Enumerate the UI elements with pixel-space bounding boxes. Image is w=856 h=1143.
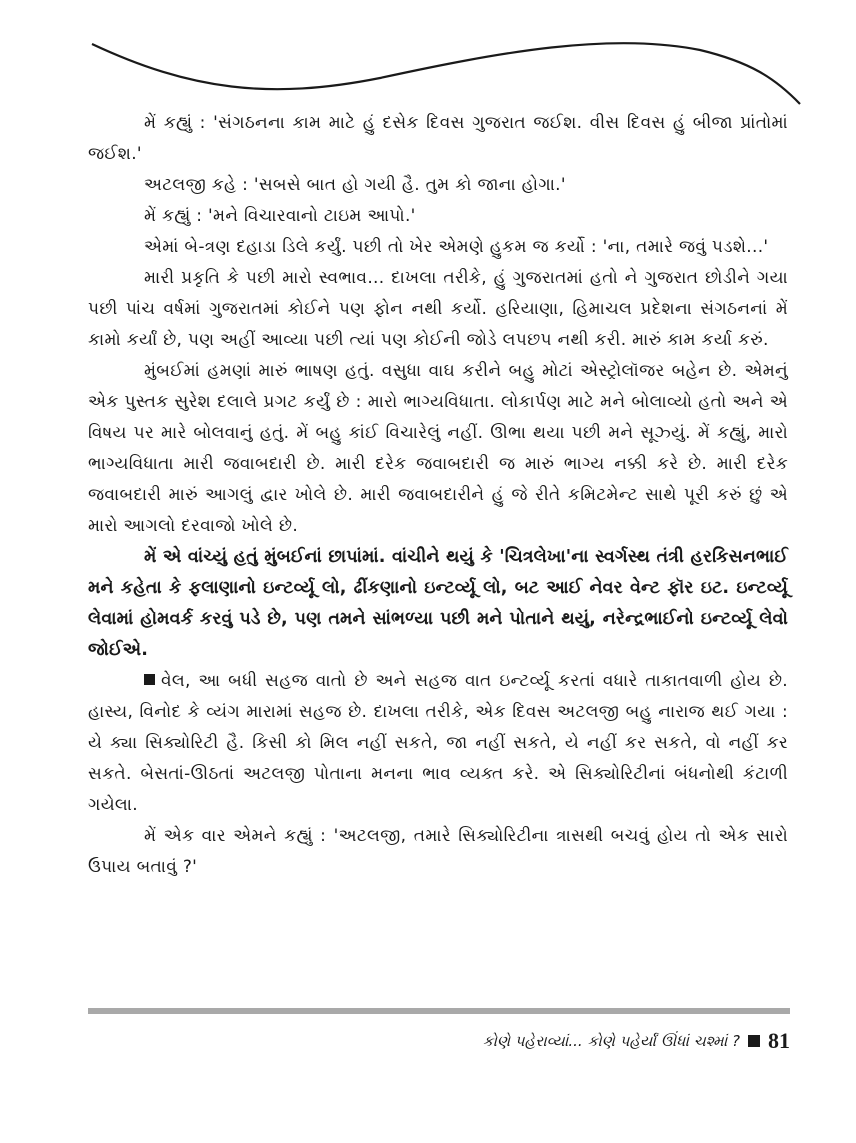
- paragraph: એમાં બે-ત્રણ દહાડા ડિલે કર્યું. પછી તો ખેર એમણે હુકમ જ કર્યો : 'ના, તમારે જવું પડશે...': [144, 237, 769, 257]
- body-text: [88, 108, 788, 883]
- highlighted-quote-paragraph: મેં એ વાંચ્યું હતું મુંબઈનાં છાપાંમાં. વાંચીને થયું કે 'ચિત્રલેખા'ના સ્વર્ગસ્થ તંત્રી હરકિસનભાઈ મને કહેતા કે ફલાણાનો ઇન્ટર્વ્યૂ લો, ઢીંકણાનો ઇન્ટર્વ્યૂ લો, બટ આઈ નેવર વેન્ટ ફૉર ઇટ. ઇન્ટર્વ્યૂ લેવામાં હોમવર્ક કરવું પડે છે, પણ તમને સાંભળ્યા પછી મને પોતાને થયું, નરેન્દ્રભાઈનો ઇન્ટર્વ્યૂ લેવો જોઈએ.: [88, 547, 788, 660]
- paragraph: મુંબઈમાં હમણાં મારું ભાષણ હતું. વસુધા વાઘ કરીને બહુ મોટાં એસ્ટ્રોલૉજર બહેન છે. એમનું એક પુસ્તક સુરેશ દલાલે પ્રગટ કર્યું છે : મારો ભાગ્યવિધાતા. લોકાર્પણ માટે મને બોલાવ્યો હતો અને એ વિષય પર મારે બોલવાનું હતું. મેં બહુ કાંઈ વિચારેલું નહીં. ઊભા થયા પછી મને સૂઝ્યું. મેં કહ્યું, મારો ભાગ્યવિધાતા મારી જવાબદારી છે. મારી દરેક જવાબદારી જ મારું ભાગ્ય નક્કી કરે છે. મારી દરેક જવાબદારી મારું આગલું દ્વાર ખોલે છે. મારી જવાબદારીને હું જે રીતે કમિટમેન્ટ સાથે પૂરી કરું છું એ મારો આગલો દરવાજો ખોલે છે.: [88, 361, 788, 536]
- paragraph: મેં કહ્યું : 'મને વિચારવાનો ટાઇમ આપો.': [144, 206, 416, 226]
- page-number: 81: [768, 1028, 790, 1053]
- header-wave-decoration: [0, 0, 856, 110]
- paragraph: અટલજી કહે : 'સબસે બાત હો ગયી હૈ. તુમ કો જાના હોગા.': [144, 175, 566, 195]
- paragraph-text: વેલ, આ બધી સહજ વાતો છે અને સહજ વાત ઇન્ટર્વ્યૂ કરતાં વધારે તાકાતવાળી હોય છે. હાસ્ય, વિનોદ કે વ્યંગ મારામાં સહજ છે. દાખલા તરીકે, એક દિવસ અટલજી બહુ નારાજ થઈ ગયા : યે ક્યા સિક્યોરિટી હૈ. કિસી કો મિલ નહીં સકતે, જા નહીં સકતે, યે નહીં કર સકતે, વો નહીં કર સકતે. બેસતાં-ઊઠતાં અટલજી પોતાના મનના ભાવ વ્યક્ત કરે. એ સિક્યોરિટીનાં બંધનોથી કંટાળી ગયેલા.: [88, 671, 788, 815]
- bulleted-paragraph: [88, 666, 788, 821]
- bullet-square-icon: [144, 674, 155, 685]
- square-bullet-icon: [748, 1035, 760, 1047]
- book-title: કોણે પહેરાવ્યાં... કોણે પહેર્યાં ઊંધાં ચશ્માં ?: [482, 1032, 740, 1050]
- footer-rule: [88, 1008, 790, 1014]
- paragraph: મેં કહ્યું : 'સંગઠનના કામ માટે હું દસેક દિવસ ગુજરાત જઈશ. વીસ દિવસ હું બીજા પ્રાંતોમાં જઈશ.': [88, 113, 788, 164]
- page-footer: [483, 1028, 790, 1054]
- paragraph: મેં એક વાર એમને કહ્યું : 'અટલજી, તમારે સિક્યોરિટીના ત્રાસથી બચવું હોય તો એક સારો ઉપાય બતાવું ?': [88, 826, 788, 877]
- paragraph: મારી પ્રકૃતિ કે પછી મારો સ્વભાવ... દાખલા તરીકે, હું ગુજરાતમાં હતો ને ગુજરાત છોડીને ગયા પછી પાંચ વર્ષમાં ગુજરાતમાં કોઈને પણ ફોન નથી કર્યો. હરિયાણા, હિમાચલ પ્રદેશના સંગઠનનાં મેં કામો કર્યાં છે, પણ અહીં આવ્યા પછી ત્યાં પણ કોઈની જોડે લપછપ નથી કરી. મારું કામ કર્યા કરું.: [88, 268, 788, 350]
